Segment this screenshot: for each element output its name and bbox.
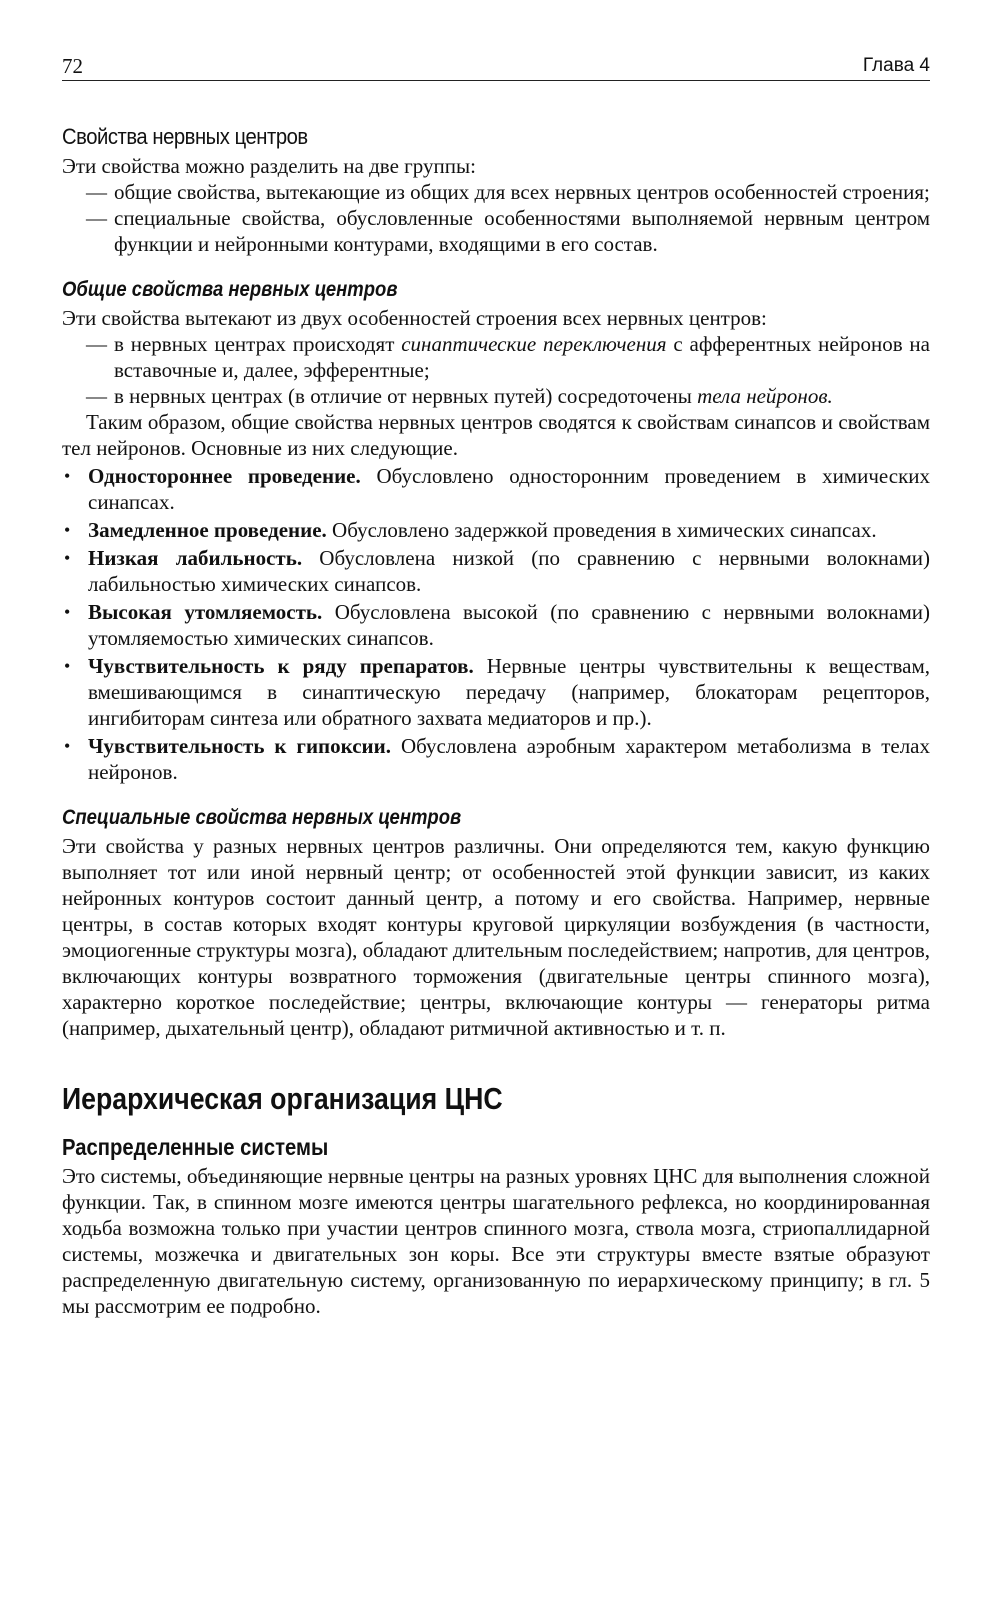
dash-mark: — [86,332,107,356]
list-item: • Одностороннее проведение. Обусловлено односторонним проведением в химических синапсах. [64,464,931,514]
section-title-hierarchy: Иерархическая организация ЦНС [62,1081,503,1116]
dash-mark: — [86,206,107,230]
term: Замедленное проведение. [88,518,327,542]
general-intro: Эти свойства вытекают из двух особенностей строения всех нервных центров: [62,306,767,330]
general-summary: Таким образом, общие свойства нервных центров сводятся к свойствам синапсов и свойствам тел нейронов. Основные из них следующие. [62,410,930,460]
structure-features-list [62,331,930,409]
list-item: — общие свойства, вытекающие из общих для всех нервных центров особенностей строения; [86,180,930,204]
subsection-title-distributed: Распределенные системы [62,1134,329,1160]
term: Высокая утомляемость. [88,600,323,624]
subsection-title-special: Специальные свойства нервных центров [62,806,462,829]
list-item: • Замедленное проведение. Обусловлено задержкой проведения в химических синапсах. [64,518,877,542]
emphasis: синаптические переключения [401,332,667,356]
bullet-mark: • [64,520,71,540]
bullet-mark: • [64,656,71,676]
section-intro: Эти свойства можно разделить на две группы: [62,154,476,178]
page-number: 72 [62,54,83,78]
dash-mark: — [86,180,107,204]
list-item: — в нервных центрах (в отличие от нервных путей) сосредоточены тела нейронов. [86,384,833,408]
running-head [62,54,930,81]
special-paragraph: Эти свойства у разных нервных центров различны. Они определяются тем, какую функцию выполняет тот или иной нервный центр; от особенностей этой функции зависит, из каких нейронных контуров состоит данный центр, а потому и его свойства. Например, нервные центры, в состав которых входят контуры круговой циркуляции возбуждения (в частности, эмоциогенные структуры мозга), обладают длительным последействием; напротив, для центров, включающих контуры возвратного торможения (двигательные центры спинного мозга), характерно короткое последействие; центры, включающие контуры — генераторы ритма (например, дыхательный центр), обладают ритмичной активностью и т. п. [62,834,930,1040]
term: Низкая лабильность. [88,546,303,570]
term: Чувствительность к гипоксии. [88,734,392,758]
general-properties-list [62,463,930,785]
bullet-mark: • [64,548,71,568]
property-groups-list [62,179,930,257]
dash-mark: — [86,384,107,408]
bullet-mark: • [64,466,71,486]
term: Чувствительность к ряду препаратов. [88,654,474,678]
emphasis: тела нейронов. [697,384,833,408]
list-item: — специальные свойства, обусловленные особенностями выполняемой нервным центром функции и нейронными контурами, входящими в его состав. [86,206,930,256]
bullet-mark: • [64,736,71,756]
list-item: — в нервных центрах происходят синаптические переключения с афферентных нейронов на вставочные и, далее, эфферентные; [86,332,930,382]
section-title-properties: Свойства нервных центров [62,124,308,149]
term: Одностороннее проведение. [88,464,361,488]
bullet-mark: • [64,602,71,622]
chapter-label: Глава 4 [862,55,930,76]
list-item: • Чувствительность к гипоксии. Обусловлена аэробным характером метаболизма в телах нейронов. [64,734,930,784]
list-item: • Низкая лабильность. Обусловлена низкой (по сравнению с нервными волокнами) лабильностью химических синапсов. [64,546,931,596]
subsection-title-general: Общие свойства нервных центров [62,278,398,301]
distributed-paragraph: Это системы, объединяющие нервные центры на разных уровнях ЦНС для выполнения сложной функции. Так, в спинном мозге имеются центры шагательного рефлекса, но координированная ходьба возможна только при участии центров спинного мозга, ствола мозга, стриопаллидарной системы, мозжечка и двигательных зон коры. Все эти структуры вместе взятые образуют распределенную двигательную систему, организованную по иерархическому принципу; в гл. 5 мы рассмотрим ее подробно. [62,1164,930,1318]
list-item: • Высокая утомляемость. Обусловлена высокой (по сравнению с нервными волокнами) утомляемостью химических синапсов. [64,600,931,650]
list-item: • Чувствительность к ряду препаратов. Нервные центры чувствительны к веществам, вмешивающимся в синаптическую передачу (например, блокаторам рецепторов, ингибиторам синтеза или обратного захвата медиаторов и пр.). [64,654,930,730]
